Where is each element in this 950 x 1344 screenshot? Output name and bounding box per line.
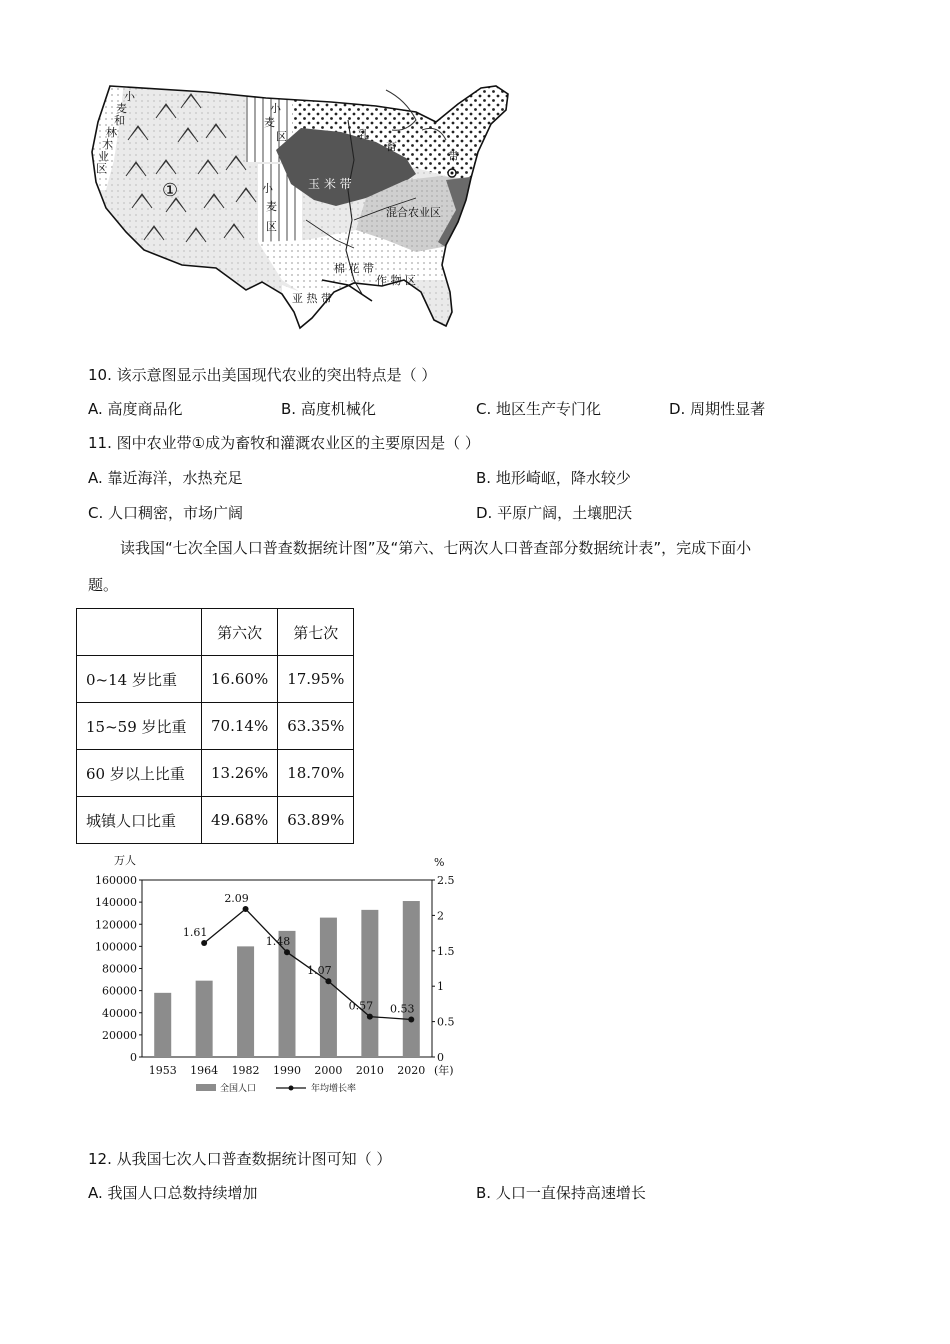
label-wheat-south-1: 小 — [262, 182, 273, 195]
y-left-tick-label: 0 — [130, 1051, 137, 1064]
table-cell: 16.60% — [202, 656, 278, 703]
bar-population — [320, 918, 337, 1057]
y-right-tick-label: 2 — [437, 909, 444, 923]
y-left-tick-label: 120000 — [95, 918, 137, 932]
x-tick-label: 2000 — [314, 1064, 343, 1077]
x-tick-label: 1982 — [231, 1064, 260, 1077]
label-wheat-north-3: 区 — [276, 130, 287, 143]
q11-option-a[interactable]: A. 靠近海洋，水热充足 — [88, 469, 243, 487]
table-header-cell — [77, 609, 202, 656]
table-header-cell: 第七次 — [278, 609, 354, 656]
legend-line-marker — [289, 1086, 294, 1091]
table-cell: 城镇人口比重 — [77, 797, 202, 844]
table-row — [77, 656, 354, 703]
y-left-unit: 万人 — [114, 854, 136, 867]
table-header-cell: 第六次 — [202, 609, 278, 656]
x-tick-label: 2020 — [397, 1064, 426, 1077]
growth-rate-label: 1.61 — [182, 926, 208, 940]
growth-rate-point — [243, 906, 249, 912]
x-tick-label: 1964 — [190, 1064, 219, 1077]
y-left-tick-label: 140000 — [95, 896, 137, 910]
table-row — [77, 750, 354, 797]
y-right-unit: % — [434, 856, 445, 869]
label-wheat-forest-1: 小 — [124, 90, 135, 103]
bar-population — [154, 993, 171, 1057]
x-tick-label: 1990 — [273, 1064, 301, 1077]
growth-rate-label: 1.07 — [307, 964, 332, 978]
y-right-tick-label: 0.5 — [437, 1015, 455, 1029]
table-row — [77, 797, 354, 844]
label-wheat-south-2: 麦 — [266, 200, 277, 213]
legend-line-label: 年均增长率 — [311, 1084, 357, 1094]
table-cell: 13.26% — [202, 750, 278, 797]
y-left-tick-label: 60000 — [102, 984, 137, 998]
x-unit: (年) — [434, 1064, 454, 1077]
label-dairy-1: 乳 — [358, 128, 369, 141]
y-left-tick-label: 20000 — [102, 1028, 137, 1042]
q10-option-b[interactable]: B. 高度机械化 — [281, 400, 376, 418]
y-right-tick-label: 1 — [437, 980, 444, 994]
bar-population — [403, 901, 420, 1057]
table-cell: 17.95% — [278, 656, 354, 703]
census-table — [76, 608, 354, 844]
table-cell: 15~59 岁比重 — [77, 703, 202, 750]
q11-option-c[interactable]: C. 人口稠密，市场广阔 — [88, 504, 244, 522]
bar-population — [361, 910, 378, 1057]
y-left-tick-label: 160000 — [95, 874, 137, 887]
label-wheat-forest-4: 林 — [106, 126, 117, 139]
table-header-row — [77, 609, 354, 656]
table-cell: 18.70% — [278, 750, 354, 797]
label-crops: 作 物 区 — [376, 274, 416, 287]
reading-intro-line2: 题。 — [88, 576, 119, 594]
label-wheat-south-3: 区 — [266, 220, 277, 233]
label-corn: 玉 米 带 — [308, 177, 352, 191]
table-cell: 63.35% — [278, 703, 354, 750]
label-cotton: 棉 花 带 — [334, 262, 374, 275]
growth-rate-label: 2.09 — [224, 892, 249, 906]
growth-rate-point — [284, 949, 290, 955]
x-tick-label: 2010 — [355, 1064, 384, 1077]
q11-option-b[interactable]: B. 地形崎岖，降水较少 — [476, 469, 631, 487]
y-right-tick-label: 2.5 — [437, 874, 455, 887]
q12-option-a[interactable]: A. 我国人口总数持续增加 — [88, 1184, 258, 1202]
label-subtropical: 亚 热 带 — [292, 292, 332, 305]
label-wheat-forest-6: 业 — [98, 150, 109, 163]
table-cell: 49.68% — [202, 797, 278, 844]
question-11-stem: 11. 图中农业带①成为畜牧和灌溉农业区的主要原因是（ ） — [88, 434, 480, 452]
label-wheat-forest-2: 麦 — [116, 102, 127, 115]
legend-bar-label: 全国人口 — [220, 1084, 257, 1094]
question-10-stem: 10. 该示意图显示出美国现代农业的突出特点是（ ） — [88, 366, 437, 384]
label-wheat-forest-7: 区 — [96, 162, 107, 175]
y-left-tick-label: 40000 — [102, 1006, 137, 1020]
y-left-tick-label: 100000 — [95, 940, 137, 954]
growth-rate-point — [201, 940, 207, 946]
growth-rate-point — [408, 1016, 414, 1022]
growth-rate-label: 1.48 — [265, 935, 291, 949]
table-cell: 63.89% — [278, 797, 354, 844]
y-right-tick-label: 0 — [437, 1051, 444, 1064]
question-12-stem: 12. 从我国七次人口普查数据统计图可知（ ） — [88, 1150, 392, 1168]
y-right-tick-label: 1.5 — [437, 944, 455, 958]
label-dairy-3: 带 — [448, 150, 459, 163]
bar-population — [196, 981, 213, 1057]
legend-bar-swatch — [196, 1084, 216, 1091]
bar-population — [237, 946, 254, 1057]
population-census-chart — [80, 850, 460, 1095]
reading-intro-line1: 读我国“七次全国人口普查数据统计图”及“第六、七两次人口普查部分数据统计表”，完成下面小 — [120, 539, 752, 557]
y-left-tick-label: 80000 — [102, 962, 137, 976]
growth-rate-point — [367, 1014, 373, 1020]
q10-option-d[interactable]: D. 周期性显著 — [669, 400, 766, 418]
us-agriculture-map — [86, 80, 518, 342]
growth-rate-point — [325, 978, 331, 984]
growth-rate-label: 0.53 — [390, 1002, 415, 1016]
table-cell: 70.14% — [202, 703, 278, 750]
label-wheat-north-2: 麦 — [264, 116, 275, 129]
q12-option-b[interactable]: B. 人口一直保持高速增长 — [476, 1184, 646, 1202]
x-tick-label: 1953 — [148, 1064, 177, 1077]
q10-option-c[interactable]: C. 地区生产专门化 — [476, 400, 602, 418]
label-wheat-forest-3: 和 — [114, 114, 125, 127]
label-zone-1: ① — [162, 180, 179, 201]
growth-rate-label: 0.57 — [348, 999, 374, 1013]
q11-option-d[interactable]: D. 平原广阔，土壤肥沃 — [476, 504, 633, 522]
label-wheat-north-1: 小 — [270, 102, 281, 115]
label-dairy-2: 畜 — [386, 140, 397, 153]
table-cell: 60 岁以上比重 — [77, 750, 202, 797]
table-row — [77, 703, 354, 750]
q10-option-a[interactable]: A. 高度商品化 — [88, 400, 183, 418]
label-mixed: 混合农业区 — [386, 206, 441, 219]
table-cell: 0~14 岁比重 — [77, 656, 202, 703]
label-wheat-forest-5: 木 — [102, 138, 113, 151]
